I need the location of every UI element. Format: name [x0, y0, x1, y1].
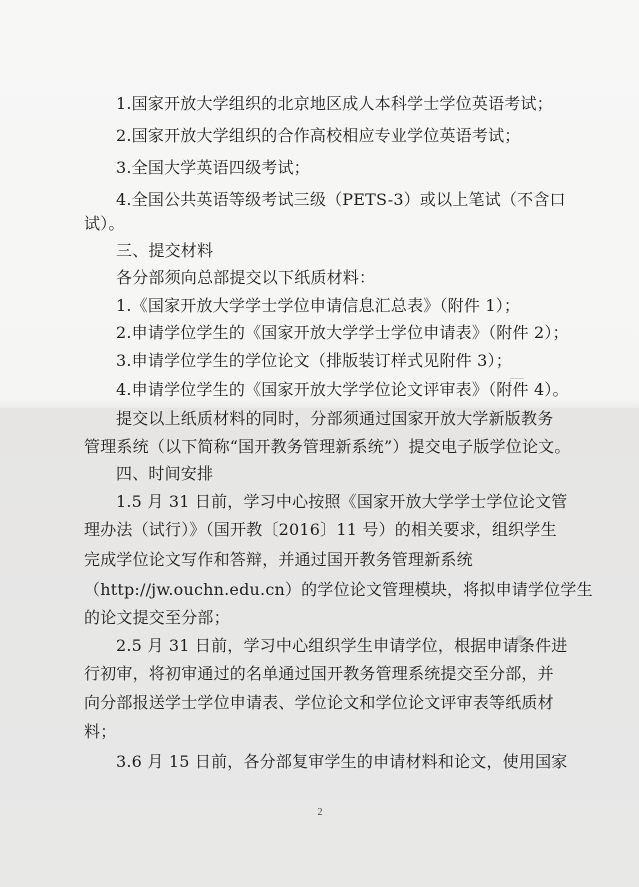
- section-heading-submit-materials: 三、提交材料: [116, 241, 214, 260]
- paragraph-6: 提交以上纸质材料的同时，分部须通过国家开放大学新版教务: [116, 409, 554, 428]
- paragraph-6-continued: 管理系统（以下简称“国开教务管理新系统”）提交电子版学位论文。: [84, 437, 571, 456]
- page-number: 2: [317, 807, 323, 818]
- schedule-item-1-line-4: （http://jw.ouchn.edu.cn）的学位论文管理模块，将拟申请学位学生: [84, 580, 593, 599]
- paragraph-3: 3.全国大学英语四级考试；: [116, 158, 310, 177]
- scan-artifact-mark: [510, 380, 511, 392]
- schedule-item-2-line-4: 料；: [84, 722, 117, 741]
- section-heading-schedule: 四、时间安排: [116, 464, 214, 483]
- schedule-item-2-line-3: 向分部报送学士学位申请表、学位论文和学位论文评审表等纸质材: [84, 693, 554, 712]
- material-item-2: 2.申请学位学生的《国家开放大学学士学位申请表》（附件 2）；: [116, 323, 569, 342]
- material-item-4: 4.申请学位学生的《国家开放大学学位论文评审表》（附件 4）。: [116, 380, 569, 399]
- paragraph-2: 2.国家开放大学组织的合作高校相应专业学位英语考试；: [116, 126, 521, 145]
- schedule-item-1-line-5: 的论文提交至分部；: [84, 608, 230, 627]
- schedule-item-2-line-2: 行初审，将初审通过的名单通过国开教务管理系统提交至分部，并: [84, 664, 554, 683]
- schedule-item-1-line-2: 理办法（试行）》（国开教〔2016〕11 号）的相关要求，组织学生: [84, 520, 557, 539]
- material-item-3: 3.申请学位学生的学位论文（排版装订样式见附件 3）；: [116, 351, 512, 370]
- material-item-1: 1.《国家开放大学学士学位申请信息汇总表》（附件 1）；: [116, 296, 521, 315]
- schedule-item-1-line-1: 1.5 月 31 日前，学习中心按照《国家开放大学学士学位论文管: [116, 492, 568, 511]
- paragraph-4-continued: 试）。: [84, 214, 125, 233]
- scan-artifact-mark: [516, 635, 524, 643]
- paragraph-4: 4.全国公共英语等级考试三级（PETS-3）或以上笔试（不含口: [116, 190, 566, 209]
- paragraph-1: 1.国家开放大学组织的北京地区成人本科学士学位英语考试；: [116, 94, 553, 113]
- scan-artifact-mark: [510, 378, 524, 379]
- schedule-item-3-line-1: 3.6 月 15 日前，各分部复审学生的申请材料和论文，使用国家: [116, 752, 568, 771]
- schedule-item-2-line-1: 2.5 月 31 日前，学习中心组织学生申请学位，根据申请条件进: [116, 636, 568, 655]
- schedule-item-1-line-3: 完成学位论文写作和答辩，并通过国开教务管理新系统: [84, 550, 473, 569]
- paragraph-5: 各分部须向总部提交以下纸质材料：: [116, 268, 376, 287]
